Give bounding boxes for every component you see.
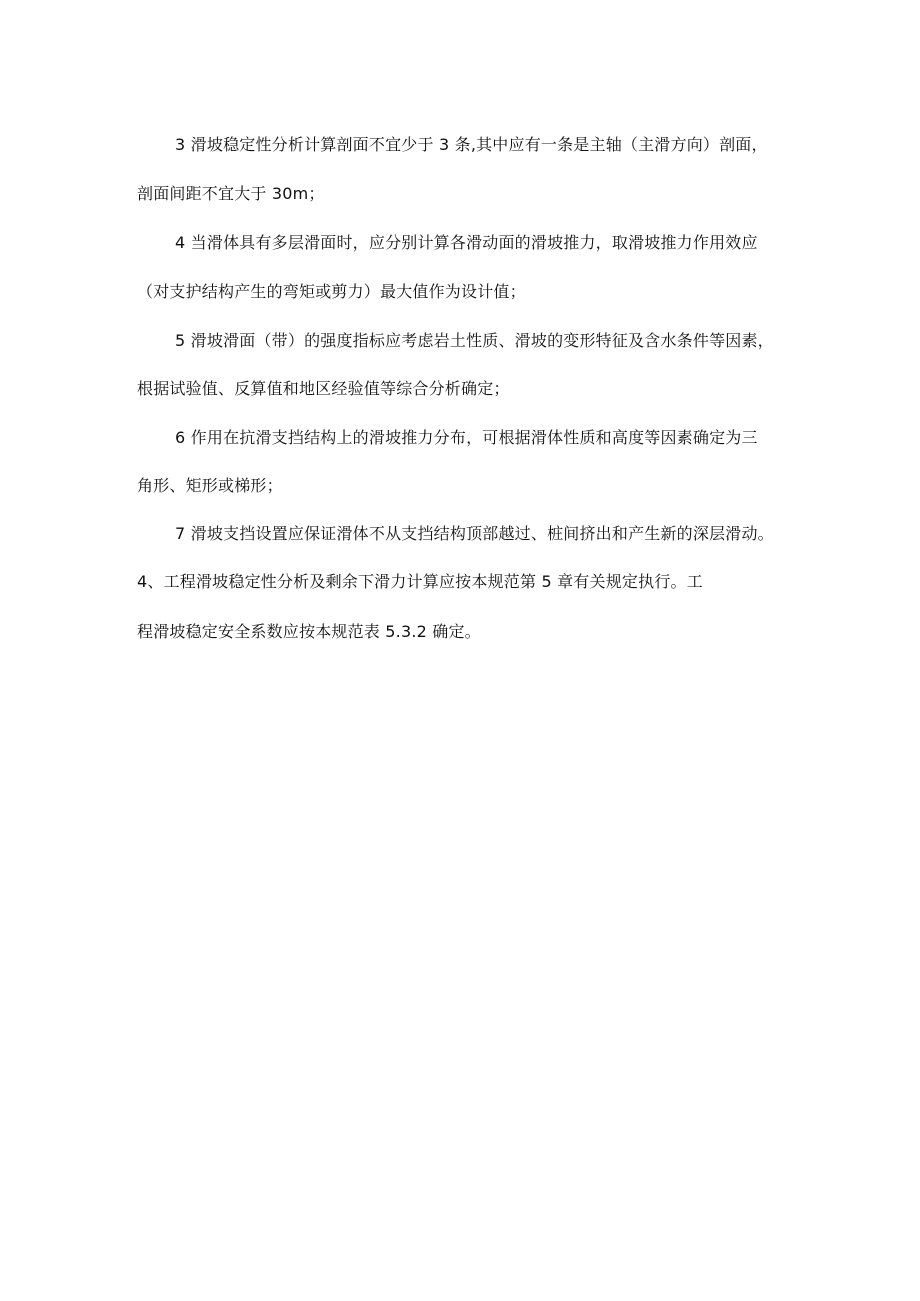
clause-7-line-1: 7 滑坡支挡设置应保证滑体不从支挡结构顶部越过、桩间挤出和产生新的深层滑动。 [175,524,774,543]
clause-6-line-2: 角形、矩形或梯形； [137,476,283,495]
section-4-line-1: 4、工程滑坡稳定性分析及剩余下滑力计算应按本规范第 5 章有关规定执行。工 [137,572,703,591]
clause-4-line-1: 4 当滑体具有多层滑面时，应分别计算各滑动面的滑坡推力，取滑坡推力作用效应 [175,233,758,252]
clause-5-line-1: 5 滑坡滑面（带）的强度指标应考虑岩土性质、滑坡的变形特征及含水条件等因素， [175,331,774,350]
clause-5-line-2: 根据试验值、反算值和地区经验值等综合分析确定； [137,379,510,398]
clause-3-line-2: 剖面间距不宜大于 30m； [137,184,325,203]
clause-6-line-1: 6 作用在抗滑支挡结构上的滑坡推力分布，可根据滑体性质和高度等因素确定为三 [175,428,758,447]
section-4-line-2: 程滑坡稳定安全系数应按本规范表 5.3.2 确定。 [137,622,481,641]
clause-4-line-2: （对支护结构产生的弯矩或剪力）最大值作为设计值； [137,282,526,301]
clause-3-line-1: 3 滑坡稳定性分析计算剖面不宜少于 3 条,其中应有一条是主轴（主滑方向）剖面， [175,135,768,154]
